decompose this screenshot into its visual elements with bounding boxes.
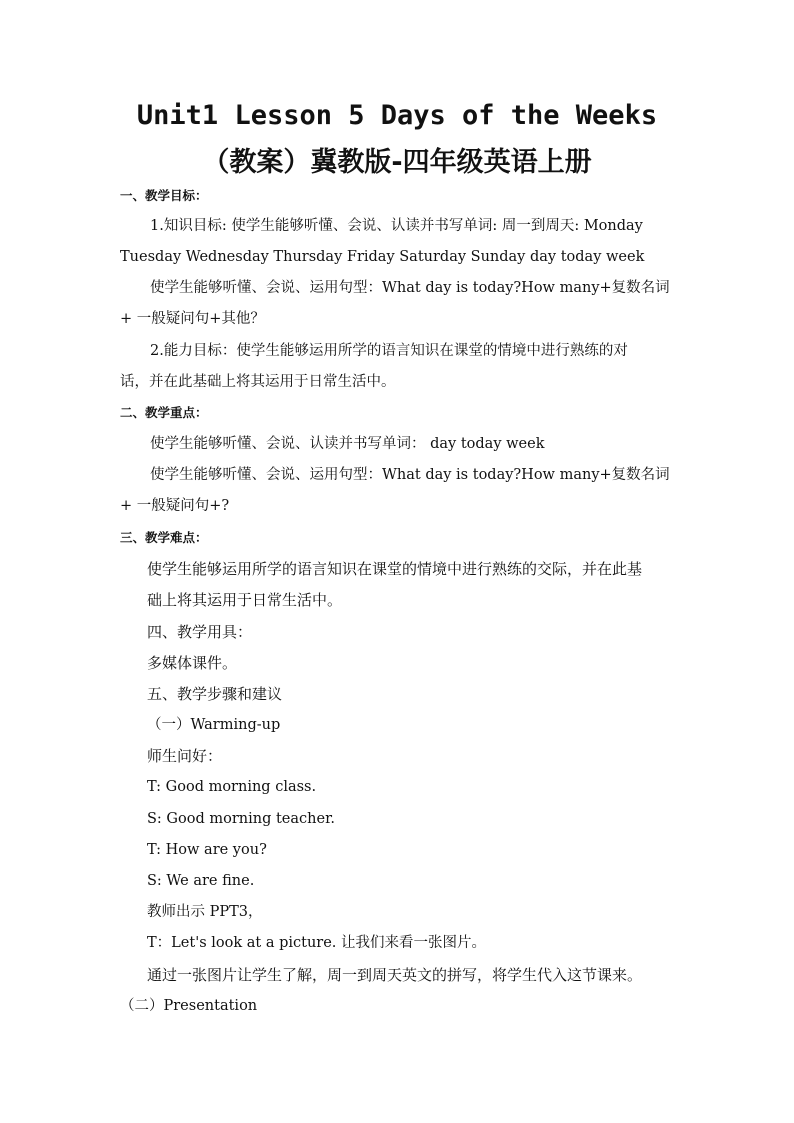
difficulty-line-2: 础上将其运用于日常生活中。 — [147, 591, 343, 609]
objective-ability-line-2: 话，并在此基础上将其运用于日常生活中。 — [120, 374, 396, 390]
greeting-label: 师生问好： — [147, 747, 223, 765]
difficulty-line-1: 使学生能够运用所学的语言知识在课堂的情境中进行熟练的交际，并在此基 — [147, 560, 643, 578]
objective-knowledge-line-1: 1.知识目标: 使学生能够听懂、会说、认读并书写单词: 周一到周天: Monday — [150, 218, 643, 234]
look-at-picture-line: T：Let's look at a picture. 让我们来看一张图片。 — [147, 935, 487, 951]
key-point-sentence-line-1: 使学生能够听懂、会说、运用句型：What day is today?How many+复数名词 — [150, 467, 670, 483]
dialogue-line-1: T: Good morning class. — [147, 779, 317, 795]
section-heading-steps: 五、教学步骤和建议 — [147, 685, 283, 703]
key-point-sentence-line-2: + 一般疑问句+? — [120, 498, 230, 514]
document-title-line-1: Unit1 Lesson 5 Days of the Weeks — [136, 100, 658, 131]
dialogue-line-4: S: We are fine. — [147, 873, 255, 889]
objective-ability-line-1: 2.能力目标：使学生能够运用所学的语言知识在课堂的情境中进行熟练的对 — [150, 343, 628, 359]
document-title-line-2: （教案）冀教版-四年级英语上册 — [202, 147, 592, 178]
section-heading-key-points: 二、教学重点： — [120, 405, 208, 420]
section-heading-difficulties: 三、教学难点： — [120, 530, 208, 545]
section-heading-materials: 四、教学用具： — [147, 623, 253, 641]
dialogue-line-2: S: Good morning teacher. — [147, 811, 336, 827]
key-point-words: 使学生能够听懂、会说、认读并书写单词： day today week — [150, 436, 545, 452]
dialogue-line-3: T: How are you? — [147, 842, 267, 858]
section-heading-objectives: 一、教学目标： — [120, 188, 208, 203]
subsection-warming-up: （一）Warming-up — [147, 717, 281, 733]
subsection-presentation: （二）Presentation — [120, 998, 258, 1014]
objective-sentence-line-2: + 一般疑问句+其他？ — [120, 311, 265, 327]
picture-explanation: 通过一张图片让学生了解，周一到周天英文的拼写，将学生代入这节课来。 — [147, 966, 643, 984]
objective-sentence-line-1: 使学生能够听懂、会说、运用句型：What day is today?How many+复数名词 — [150, 280, 670, 296]
materials-text: 多媒体课件。 — [147, 654, 238, 672]
objective-knowledge-line-2: Tuesday Wednesday Thursday Friday Saturday Sunday day today week — [120, 249, 645, 265]
ppt-instruction: 教师出示 PPT3， — [147, 904, 263, 920]
